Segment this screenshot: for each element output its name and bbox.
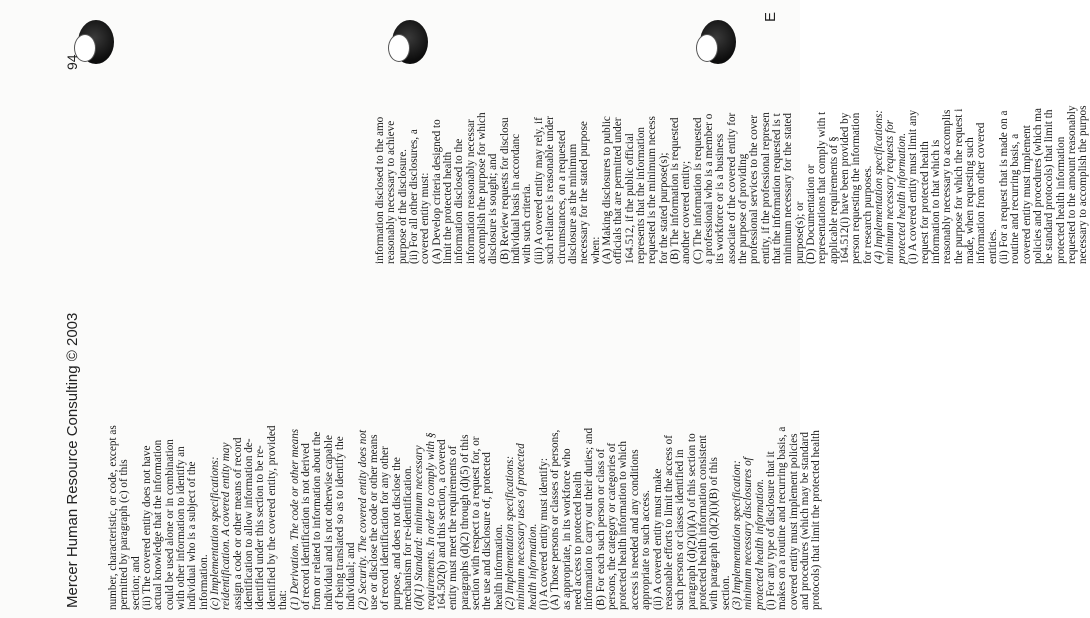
text-line: routine and recurring basis, a — [1009, 133, 1022, 264]
text-line: 164.502(b) and this section, a covered — [435, 439, 448, 610]
text-line: (c) Implementation specifications: — [209, 456, 222, 610]
text-line: information to that which is — [929, 139, 942, 264]
text-line: the purpose for which the request i — [952, 108, 965, 264]
text-line: information disclosed to the amo — [374, 116, 386, 264]
text-line: such reliance is reasonable under — [544, 116, 557, 264]
text-line: protected health information. — [753, 478, 766, 610]
text-line: another covered entity; — [680, 160, 693, 264]
text-line: of being translated so as to identify the — [333, 436, 346, 610]
text-line: (d)(1) Standard: minimum necessary — [413, 445, 426, 610]
text-column-right — [374, 14, 1090, 264]
text-line: protected health information to which — [617, 440, 630, 610]
text-line: reasonable efforts to limit the access of — [662, 434, 675, 610]
text-line: for the stated purpose(s); — [657, 152, 670, 264]
text-line: (C) The information is requested — [691, 117, 704, 264]
text-line: necessary for the stated purpose — [578, 121, 591, 264]
text-line: as appropriate, in its workforce who — [560, 448, 573, 610]
footer-text: Mercer Human Resource Consulting © 2003 — [64, 312, 81, 608]
text-line: disclosure is sought; and — [487, 153, 500, 264]
text-line: a professional who is a member o — [702, 113, 715, 264]
text-line: associate of the covered entity for — [725, 112, 738, 264]
text-line: use or disclose the code or other means — [367, 434, 380, 610]
text-line: individual and is not otherwise capable — [322, 435, 335, 610]
text-line: covered entity must implement — [1020, 125, 1033, 264]
text-line: minimum necessary disclosures of — [742, 457, 755, 610]
text-line: access is needed and any conditions — [628, 449, 641, 610]
text-line: professional services to the cover — [748, 114, 761, 264]
text-line: request for protected health — [918, 141, 931, 264]
text-line: from or related to information about the — [311, 431, 324, 610]
text-line: (D) Documentation or — [805, 164, 818, 264]
text-line: applicable requirements of § — [827, 136, 840, 264]
text-line: its workforce or is a business — [714, 133, 727, 264]
text-line: purpose(s); or — [793, 201, 806, 264]
text-line: number, characteristic, or code, except as — [107, 425, 119, 610]
text-line: information. — [197, 554, 210, 610]
text-line: representations that comply with t — [816, 111, 829, 264]
text-line: with such criteria. — [521, 183, 534, 264]
text-line: such persons or classes identified in — [674, 449, 687, 610]
text-line: disclosure as the minimum — [566, 143, 579, 264]
text-line: purpose of the disclosure. — [396, 149, 409, 264]
page-number: 94 — [64, 54, 80, 70]
text-line: health information. — [492, 524, 505, 610]
text-line: appropriate to such access. — [640, 490, 653, 610]
text-line: individual; and — [345, 542, 358, 610]
text-line: entities. — [986, 228, 999, 264]
text-line: paragraphs (d)(2) through (d)(5) of this — [458, 434, 471, 610]
text-line: section; and — [129, 556, 142, 610]
text-line: (B) The information is requested — [668, 117, 681, 264]
text-line: represents that the information — [634, 126, 647, 264]
text-line: of record identification is not derived — [299, 443, 312, 610]
text-line: (2) Security. The covered entity does not — [356, 429, 369, 610]
text-line: when: — [589, 236, 602, 264]
text-line: (A) Those persons or classes of persons, — [549, 429, 562, 610]
text-line: information reasonably necessar — [464, 119, 477, 264]
text-line: (B) Review requests for disclosu — [498, 117, 511, 264]
text-line: purpose, and does not disclose the — [390, 457, 403, 610]
text-line: individual basis in accordanc — [510, 133, 523, 264]
text-line: protocols) that limit the protected health — [810, 430, 823, 610]
text-line: limit the protected health — [442, 151, 455, 264]
text-line: (3) Implementation specification: — [730, 460, 743, 610]
text-line: (ii) A covered entity must make — [651, 468, 664, 610]
text-line: protected health information — [1054, 136, 1067, 264]
text-column-left — [107, 360, 823, 610]
text-line: identified under this section to be re- — [254, 445, 267, 610]
text-line: information from other covered — [975, 122, 988, 264]
text-line: (i) For any type of disclosure that it — [764, 451, 777, 610]
text-line: (i) A covered entity must limit any — [907, 109, 920, 264]
text-line: permitted by paragraph (c) of this — [118, 459, 131, 610]
text-line: accomplish the purpose for which — [476, 112, 489, 264]
text-line: policies and procedures (which ma — [1031, 108, 1044, 264]
text-line: entity, if the professional represen — [759, 112, 772, 264]
text-line: information disclosed to the — [453, 138, 466, 264]
text-line: the purpose of providing — [737, 153, 749, 264]
text-line: identified by the covered entity, provided — [265, 425, 278, 610]
text-line: covered entity must: — [419, 172, 432, 264]
text-line: (ii) For a request that is made on a — [997, 110, 1010, 264]
text-line: that the information requested is t — [771, 113, 784, 264]
text-line: reidentification. A covered entity may — [220, 442, 233, 610]
text-line: (1) Derivation. The code or other means — [288, 428, 301, 610]
text-line: requirements. In order to comply with § — [424, 432, 437, 610]
text-line: for research purposes. — [861, 165, 874, 264]
text-line: assign a code or other means of record — [231, 437, 244, 610]
text-line: covered entity must implement policies — [787, 433, 800, 610]
text-line: protected health information. — [895, 132, 908, 264]
text-line: minimum necessary uses of protected — [515, 443, 528, 610]
text-line: could be used alone or in combination — [163, 439, 176, 610]
text-line: officials that are permitted under — [612, 117, 625, 264]
text-line: need access to protected health — [572, 471, 585, 610]
text-line: 164.512, if the public official — [623, 133, 636, 264]
text-line: be standard protocols) that limit th — [1043, 109, 1056, 264]
text-line: 164.512(i) have been provided by — [839, 112, 852, 264]
text-line: persons, the category or categories of — [606, 442, 619, 610]
text-line: mechanism for re-identification. — [401, 465, 414, 610]
text-line: makes on a routine and recurring basis, a — [776, 426, 789, 610]
text-line: (ii) The covered entity does not have — [141, 445, 154, 610]
text-line: that: — [277, 590, 290, 610]
text-line: person requesting the information — [850, 112, 863, 264]
text-line: made, when requesting such — [963, 137, 976, 264]
text-line: with other information to identify an — [175, 446, 188, 610]
text-line: (B) For each such person or class of — [594, 448, 607, 610]
text-line: minimum necessary for the stated — [782, 113, 795, 264]
text-line: section with respect to a request for, or — [470, 436, 482, 610]
text-line: requested is the minimum necess — [646, 116, 659, 264]
text-line: necessary to accomplish the purpos — [1077, 105, 1090, 264]
text-line: and procedures (which may be standard — [798, 431, 811, 610]
text-line: actual knowledge that the information — [152, 439, 165, 610]
text-line: circumstances, on a requested — [555, 130, 568, 264]
text-line: requested to the amount reasonably — [1065, 105, 1078, 264]
text-line: with paragraph (d)(2)(i)(B) of this — [708, 457, 721, 610]
text-line: (iii) A covered entity may rely, if — [532, 117, 545, 264]
text-line: (A) Develop criteria designed to — [430, 119, 443, 264]
text-line: (ii) For all other disclosures, a — [408, 129, 421, 264]
text-line: identification to allow information de- — [243, 438, 256, 610]
text-line: (2) Implementation specifications: — [504, 455, 517, 610]
text-line: reasonably necessary to accomplis — [941, 109, 954, 264]
text-line: paragraph (d)(2)(i)(A) of this section to — [685, 433, 698, 610]
text-line: of record identification for any other — [379, 446, 392, 610]
text-line: the use and disclosure of, protected — [481, 452, 494, 610]
text-line: individual who is a subject of the — [186, 461, 199, 610]
text-line: information to carry out their duties; and — [583, 427, 596, 610]
text-line: section. — [719, 575, 732, 610]
text-line: protected health information consistent — [696, 435, 709, 610]
text-line: reasonably necessary to achieve — [385, 120, 398, 264]
edge-mark: E — [762, 11, 779, 22]
text-line: (i) A covered entity must identify: — [538, 458, 551, 610]
text-line: health information. — [526, 523, 539, 610]
text-line: (A) Making disclosures to public — [600, 116, 613, 264]
text-line: entity must meet the requirements of — [447, 445, 460, 610]
text-line: minimum necessary requests for — [884, 119, 897, 264]
text-line: (4) Implementation specifications: — [873, 109, 886, 264]
